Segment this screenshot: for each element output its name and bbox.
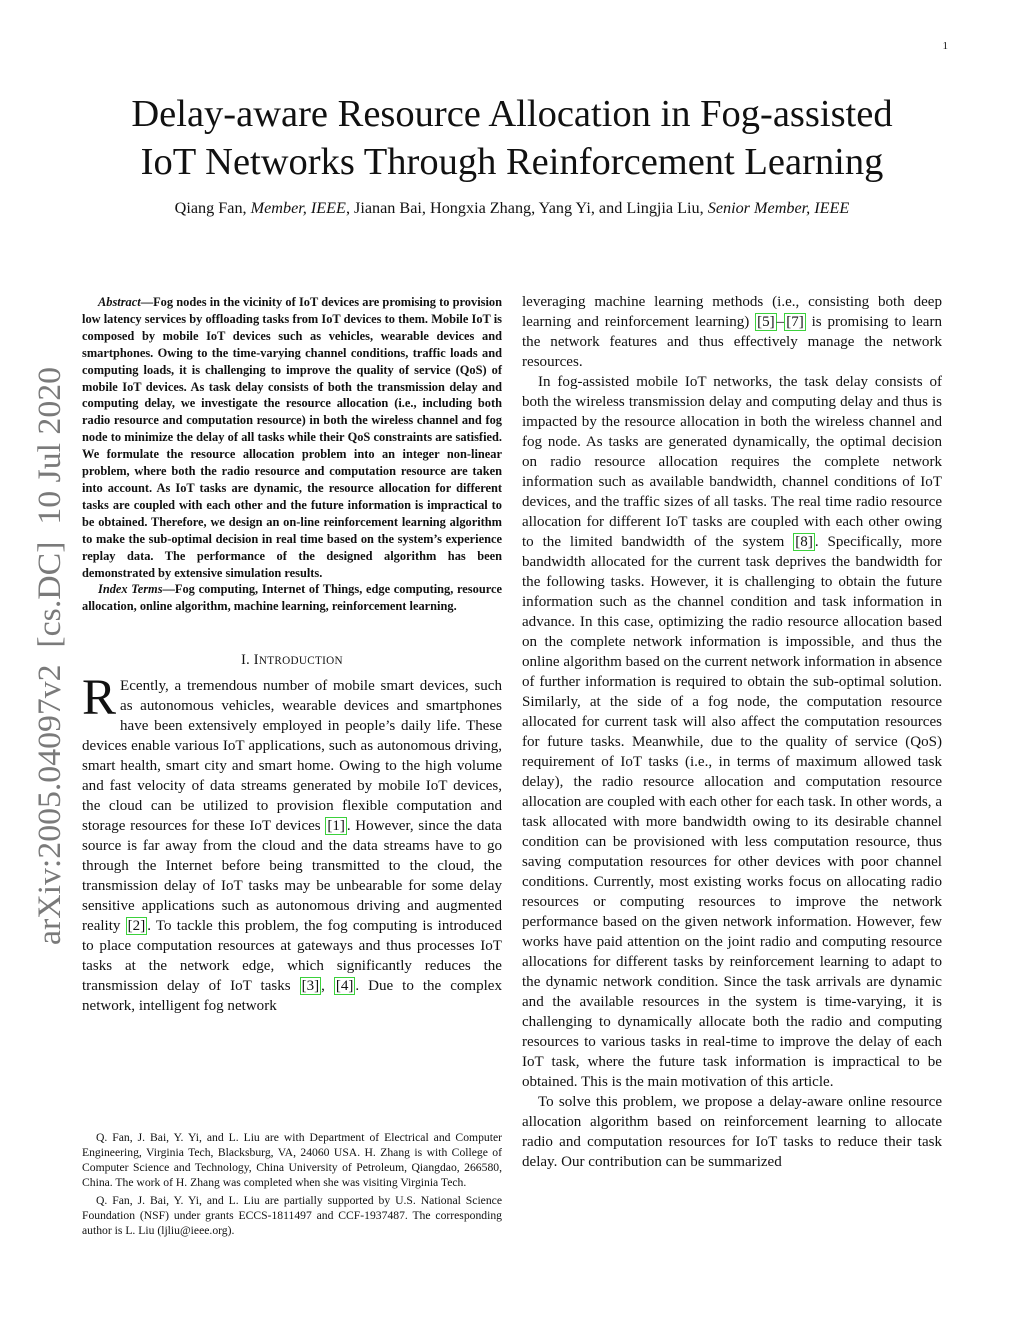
index-terms bbox=[82, 581, 502, 615]
section-heading-introduction bbox=[82, 651, 502, 670]
abstract-label: Abstract bbox=[98, 295, 141, 309]
citation-link-3[interactable]: [3] bbox=[301, 978, 320, 995]
section-title-rest: NTRODUCTION bbox=[258, 655, 343, 668]
title-line-2: IoT Networks Through Reinforcement Learning bbox=[140, 141, 884, 183]
paper-title bbox=[60, 90, 964, 186]
intro-text-d: . Due to the complex network, intelligent fog network bbox=[82, 978, 503, 1015]
citation-link-4[interactable]: [4] bbox=[335, 978, 354, 995]
citation-link-8[interactable]: [8] bbox=[795, 534, 813, 550]
intro-text-c: . To tackle this problem, the fog computing is introduced to place computation resources at gateways and thus processes IoT tasks at the network edge, which significantly reduces the transmission delay of IoT tasks bbox=[82, 918, 502, 995]
intro-paragraph-1 bbox=[82, 670, 503, 1016]
index-terms-label: Index Terms bbox=[98, 582, 163, 597]
title-line-1: Delay-aware Resource Allocation in Fog-assisted bbox=[131, 93, 893, 135]
author-1-role: Member, IEEE bbox=[250, 199, 346, 217]
arxiv-identifier-text: arXiv:2005.04097v2 [cs.DC] 10 Jul 2020 bbox=[32, 388, 68, 945]
right-paragraph-3: To solve this problem, we propose a delay-aware online resource allocation algorithm based on reinforcement learning to allocate radio and computation resources for IoT tasks to reduce their task delay. Our contribution can be summarized bbox=[522, 1094, 942, 1170]
author-list bbox=[60, 196, 964, 220]
right-text-b: is promising to learn the network features and thus effectively manage the network resources. bbox=[522, 314, 942, 370]
right-paragraph-2 bbox=[522, 372, 942, 1092]
section-numeral: I. bbox=[241, 652, 254, 669]
arxiv-identifier-stamp bbox=[30, 365, 70, 945]
left-column bbox=[82, 294, 502, 1016]
page-number: 1 bbox=[942, 40, 948, 52]
right-text-d: . Specifically, more bandwidth allocated for the current task deprives the bandwidth for the following tasks. However, it is challenging to obtain the future information such as the channel condition and task information in advance. In this case, optimizing the radio resource allocation based on the complete network information is impossible, and thus the online algorithm based on the current network information in absence of further information is required to obtain the sub-optimal solution. Similarly, at the side of a fog node, the computation resource allocated for current task will also affect the computation resources for future tasks. Meanwhile, due to the quality of service (QoS) requirement of IoT tasks (i.e., in terms of maximum allowed task delay), the radio resource allocation and computation resource allocation are coupled with each other for each task. In other words, a task allocated with more bandwidth owing to its desirable channel condition can be provisioned with less computation resource, thus saving computation resources for other devices with poor channel conditions. Currently, most existing works focus on allocating radio resources or computing resources to improve the network performance based on the given network information. However, few works have paid attention on the joint radio and computing resource allocations for different tasks by reinforcement learning to adapt to the dynamic network condition. Since the task arrivals are dynamic and the available resources in the system is time-varying, it is challenging to dynamically allocate both the radio and computing resources to various tasks in real-time to improve the delay of each IoT task, where the future task information is impractical to be obtained. This is the main motivation of this article. bbox=[522, 534, 942, 1090]
footnotes bbox=[82, 1130, 502, 1238]
right-paragraph-1 bbox=[522, 292, 942, 372]
drop-cap: R bbox=[82, 670, 117, 727]
citation-link-7[interactable]: [7] bbox=[786, 314, 804, 330]
author-1: Qiang Fan, bbox=[174, 199, 251, 217]
footnote-funding: Q. Fan, J. Bai, Y. Yi, and L. Liu are partially supported by U.S. National Science Foundation (NSF) under grants ECCS-1811497 and CCF-1937487. The corresponding author is L. Liu (ljliu@ieee.org). bbox=[82, 1194, 502, 1237]
abstract-text: —Fog nodes in the vicinity of IoT devices are promising to provision low latency services by offloading tasks from IoT devices to them. Mobile IoT is composed by mobile IoT devices such as vehicles, wearable devices and smartphones. Owing to the time-varying channel conditions, traffic loads and computing loads, it is challenging to improve the quality of service (QoS) of mobile IoT devices. As task delay consists of both the transmission delay and computing delay, we investigate the resource allocation (i.e., including both radio resource and computation resource) in both the wireless channel and fog node to minimize the delay of all tasks while their QoS constraints are satisfied. We formulate the resource allocation problem into an integer non-linear problem, where both the radio resource and computation resource are taken into account. As IoT tasks are dynamic, the resource allocation for different tasks are coupled with each other and the future information is impractical to be obtained. Therefore, we design an on-line reinforcement learning algorithm to make the sub-optimal decision in real time based on the system’s experience replay data. The performance of the designed algorithm has been demonstrated by extensive simulation results. bbox=[82, 295, 502, 580]
index-terms-text: —Fog computing, Internet of Things, edge computing, resource allocation, online algorithm, machine learning, reinforcement learning. bbox=[82, 582, 502, 614]
right-text-c: In fog-assisted mobile IoT networks, the task delay consists of both the wireless transmission delay and computing delay and thus is impacted by the resource allocation in both the wireless channel and fog node. As tasks are generated dynamically, the optimal decision on radio resource allocation requires the complete network information such as available bandwidth, channel conditions of IoT devices, and the traffic sizes of all tasks. The real time radio resource allocation for different IoT tasks are coupled with each other owing to the limited bandwidth of the system bbox=[522, 374, 942, 550]
intro-text-b: . However, since the data source is far away from the cloud and the data streams have to go through the Internet before being transmitted to the cloud, the transmission delay of IoT tasks may be unbearable for some delay sensitive applications such as autonomous driving and augmented reality bbox=[82, 818, 502, 935]
citation-link-5[interactable]: [5] bbox=[757, 314, 775, 330]
footnote-affiliations: Q. Fan, J. Bai, Y. Yi, and L. Liu are with Department of Electrical and Computer Engineering, Virginia Tech, Blacksburg, VA, 24060 USA. H. Zhang is with College of Computer Science and Technology, China University of Petroleum, Qiangdao, 266580, China. The work of H. Zhang was completed when she was visiting Virginia Tech. bbox=[82, 1131, 502, 1189]
citation-link-2[interactable]: [2] bbox=[127, 918, 146, 935]
citation-link-1[interactable]: [1] bbox=[327, 818, 345, 835]
last-author-role: Senior Member, IEEE bbox=[707, 199, 850, 217]
right-column bbox=[522, 292, 942, 1172]
other-authors: , Jianan Bai, Hongxia Zhang, Yang Yi, and Lingjia Liu, bbox=[345, 199, 708, 217]
abstract bbox=[82, 294, 502, 581]
section-initial: I bbox=[253, 652, 259, 669]
intro-text-a: Ecently, a tremendous number of mobile smart devices, such as autonomous vehicles, wearable devices and smartphones have been extensively employed in people’s daily life. These devices enable various IoT applications, such as autonomous driving, smart health, smart city and smart home. Owing to the high volume and fast velocity of data streams generated by mobile IoT devices, the cloud can be utilized to provision flexible computation and storage resources for these IoT devices bbox=[82, 678, 502, 835]
citation-range-dash: – bbox=[776, 314, 785, 330]
right-text-a: leveraging machine learning methods (i.e., consisting both deep learning and reinforcement learning) bbox=[522, 294, 942, 330]
citation-separator: , bbox=[321, 978, 334, 995]
